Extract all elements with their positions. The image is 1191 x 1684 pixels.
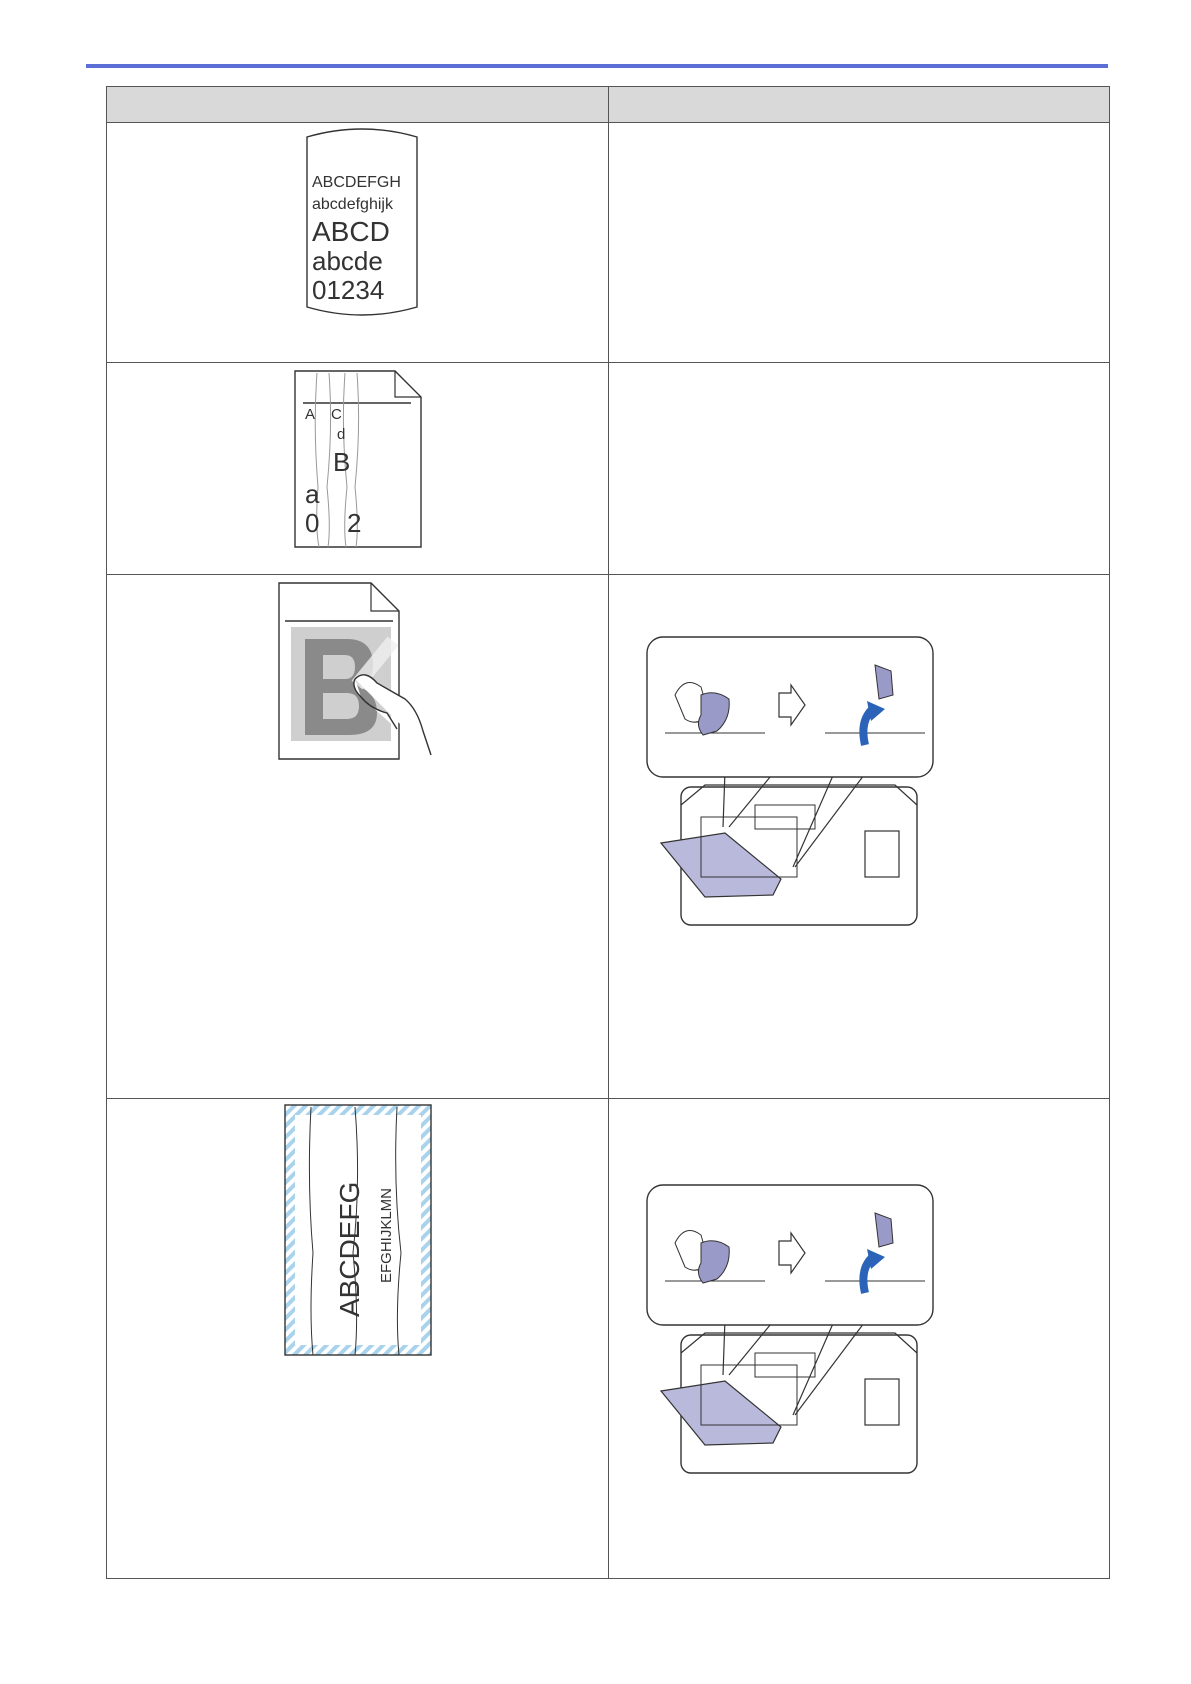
envelope-crease-icon (283, 1103, 433, 1359)
printer-envelope-lever-icon (645, 635, 935, 935)
sample-text: abcdefghijk (312, 196, 393, 213)
sample-text: a (305, 479, 320, 509)
sample-text: EFGHIJKLMN (378, 1187, 395, 1283)
printer-envelope-lever-icon (645, 1183, 935, 1483)
table-row (107, 123, 1110, 363)
table-header-row (107, 87, 1110, 123)
sample-text: ABCDEFG (334, 1181, 365, 1317)
table-row (107, 363, 1110, 575)
curled-paper-icon (297, 127, 427, 319)
sample-text: C (331, 406, 342, 423)
creased-paper-icon (293, 367, 425, 551)
table-row (107, 1099, 1110, 1579)
sample-text: abcde (312, 246, 383, 276)
header-cell-left (107, 87, 609, 123)
sample-text: ABCD (312, 216, 390, 247)
header-cell-right (608, 87, 1110, 123)
row-illustration-cell (107, 123, 609, 363)
row-remedy-cell (608, 1099, 1110, 1579)
smudged-print-icon (277, 579, 447, 763)
sample-text: ABCDEFGH (312, 174, 401, 191)
row-illustration-cell (107, 1099, 609, 1579)
row-illustration-cell (107, 363, 609, 575)
sample-text: B (333, 447, 351, 477)
row-remedy-cell (608, 363, 1110, 575)
sample-text: 01234 (312, 275, 385, 305)
print-quality-table (106, 86, 1110, 1579)
sample-text: A (305, 406, 316, 423)
sample-text: 0 (305, 508, 320, 538)
top-rule (86, 64, 1108, 68)
sample-text: 2 (347, 508, 362, 538)
table-row (107, 575, 1110, 1099)
sample-text: d (337, 426, 346, 443)
row-remedy-cell (608, 575, 1110, 1099)
row-illustration-cell (107, 575, 609, 1099)
row-remedy-cell (608, 123, 1110, 363)
